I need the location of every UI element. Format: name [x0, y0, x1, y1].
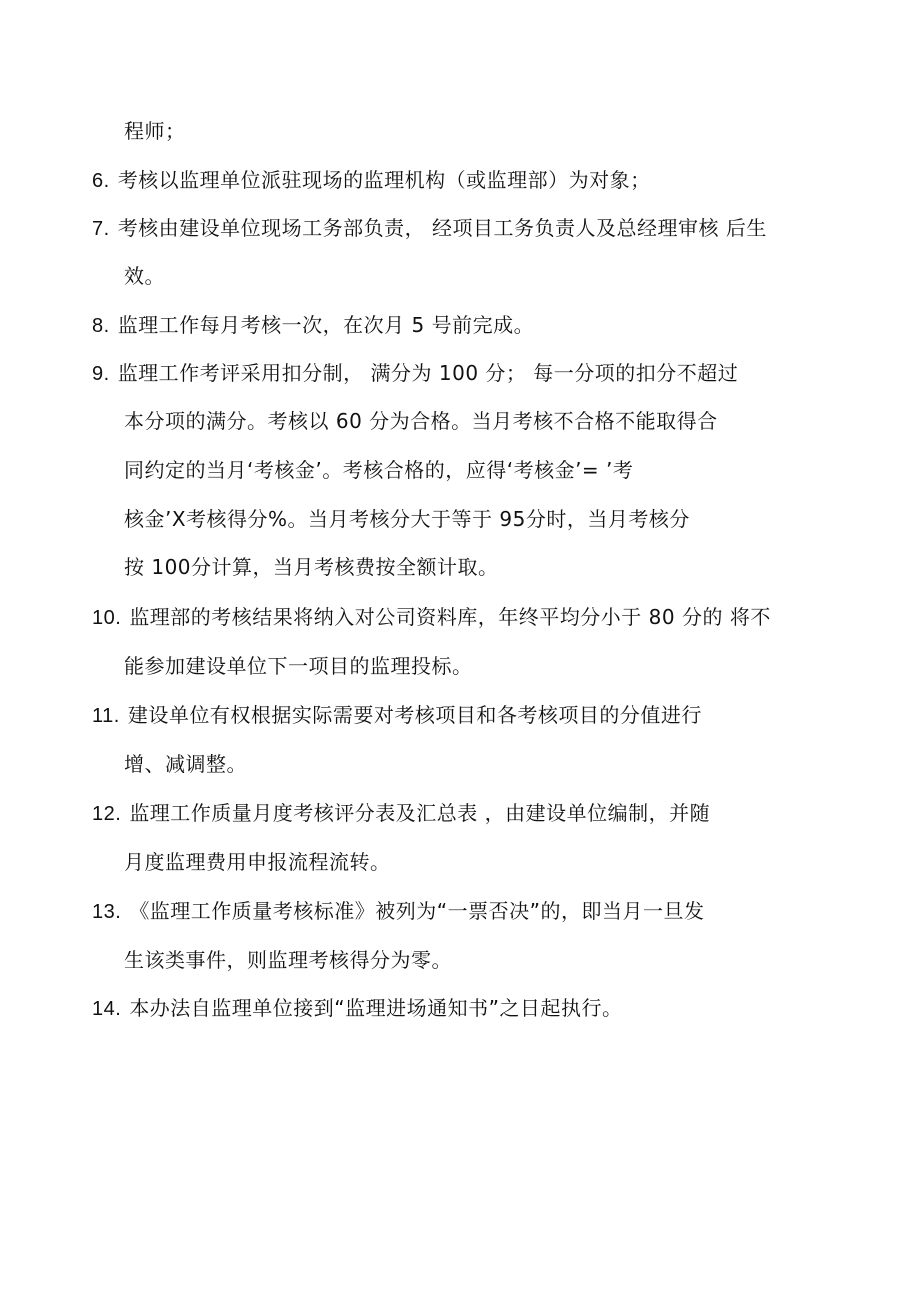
list-number: 12. [92, 803, 122, 825]
line-text: 按 100分计算，当月考核费按全额计取。 [124, 555, 499, 579]
line-text: 考核由建设单位现场工务部负责， 经项目工务负责人及总经理审核 后生 [117, 216, 767, 240]
list-number: 10. [92, 607, 122, 629]
continuation-line [124, 750, 247, 778]
list-item-12 [92, 799, 710, 827]
continuation-line [124, 407, 718, 435]
line-text: 同约定的当月‘考核金’。考核合格的，应得‘考核金’= ’考 [124, 458, 634, 482]
line-text: 监理工作质量月度考核评分表及汇总表 ，由建设单位编制，并随 [129, 801, 711, 825]
continuation-line [124, 117, 186, 145]
continuation-line [124, 553, 499, 581]
list-number: 6. [92, 170, 110, 192]
list-item-7 [92, 214, 767, 242]
line-text: 生该类事件，则监理考核得分为零。 [124, 948, 452, 972]
line-text: 本办法自监理单位接到“监理进场通知书”之日起执行。 [129, 996, 623, 1020]
line-text: 监理工作每月考核一次，在次月 5 号前完成。 [117, 313, 535, 337]
list-item-6 [92, 166, 651, 194]
line-text: 能参加建设单位下一项目的监理投标。 [124, 654, 473, 678]
line-text: 程师； [124, 119, 186, 143]
list-item-11 [92, 701, 702, 729]
list-number: 13. [92, 901, 122, 923]
line-text: 本分项的满分。考核以 60 分为合格。当月考核不合格不能取得合 [124, 409, 718, 433]
list-number: 11. [92, 705, 120, 727]
continuation-line [124, 946, 452, 974]
list-number: 7. [92, 218, 110, 240]
line-text: 效。 [124, 264, 165, 288]
list-item-8 [92, 311, 534, 339]
list-number: 8. [92, 315, 110, 337]
continuation-line [124, 848, 391, 876]
line-text: 增、减调整。 [124, 752, 247, 776]
line-text: 月度监理费用申报流程流转。 [124, 850, 391, 874]
list-item-9 [92, 359, 738, 387]
line-text: 核金’X考核得分%。当月考核分大于等于 95分时，当月考核分 [124, 507, 690, 531]
continuation-line [124, 505, 690, 533]
line-text: 考核以监理单位派驻现场的监理机构（或监理部）为对象； [117, 168, 651, 192]
list-item-13 [92, 897, 705, 925]
list-item-10 [92, 603, 771, 631]
line-text: 建设单位有权根据实际需要对考核项目和各考核项目的分值进行 [127, 703, 702, 727]
line-text: 监理工作考评采用扣分制， 满分为 100 分； 每一分项的扣分不超过 [117, 361, 739, 385]
continuation-line [124, 262, 165, 290]
list-number: 9. [92, 363, 110, 385]
line-text: 监理部的考核结果将纳入对公司资料库，年终平均分小于 80 分的 将不 [129, 605, 771, 629]
list-item-14 [92, 994, 623, 1022]
line-text: 《监理工作质量考核标准》被列为“一票否决”的，即当月一旦发 [129, 899, 705, 923]
continuation-line [124, 652, 473, 680]
list-number: 14. [92, 998, 122, 1020]
continuation-line [124, 456, 633, 484]
